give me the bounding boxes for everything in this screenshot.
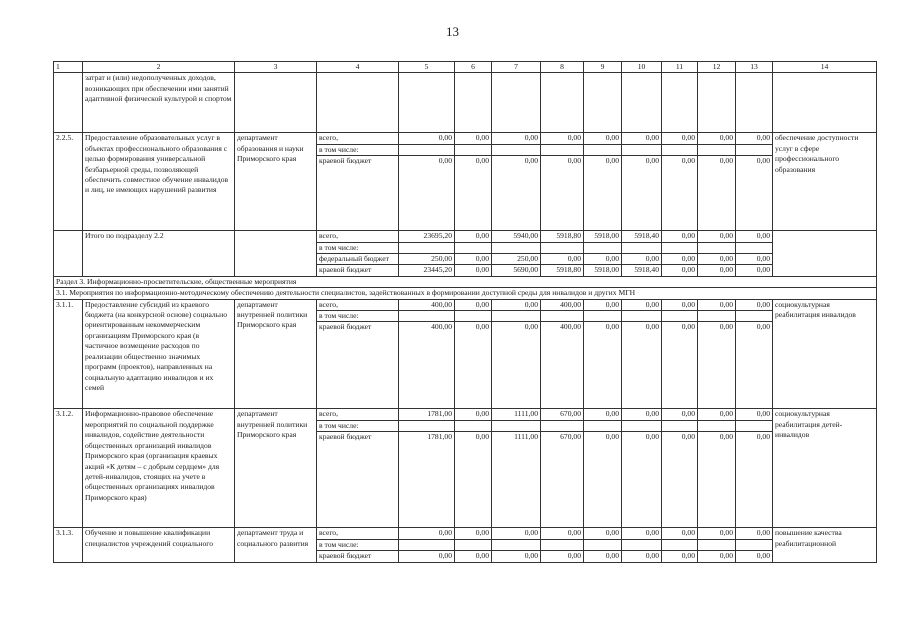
amount-cell: 0,00 [455,322,492,409]
activity-name: Итого по подразделу 2.2 [83,231,235,277]
funding-source: краевой бюджет [317,551,399,562]
expected-result: обеспечение доступности услуг в сфере профессионального образования [773,133,877,231]
amount-cell: 0,00 [622,322,662,409]
amount-cell [662,144,698,155]
amount-cell: 0,00 [662,551,698,562]
column-number: 6 [455,62,492,73]
table-row [54,528,877,539]
amount-cell: 0,00 [736,265,773,276]
amount-cell: 0,00 [455,409,492,420]
amount-cell [584,420,622,431]
amount-cell: 5918,80 [541,231,584,242]
amount-cell: 5690,00 [492,265,541,276]
amount-cell: 5918,00 [584,231,622,242]
amount-cell: 0,00 [698,432,736,528]
amount-cell: 1781,00 [399,409,455,420]
amount-cell: 0,00 [584,432,622,528]
amount-cell: 0,00 [736,133,773,144]
column-number: 8 [541,62,584,73]
column-number-row [54,62,877,73]
amount-cell: 0,00 [455,528,492,539]
amount-cell: 0,00 [736,254,773,265]
amount-cell [662,420,698,431]
funding-source: всего, [317,528,399,539]
amount-cell [455,144,492,155]
table-row [54,299,877,310]
amount-cell: 0,00 [736,551,773,562]
amount-cell: 0,00 [399,551,455,562]
amount-cell [662,311,698,322]
amount-cell: 5940,00 [492,231,541,242]
amount-cell [736,242,773,253]
activity-code [54,231,83,277]
amount-cell [662,242,698,253]
funding-source: федеральный бюджет [317,254,399,265]
amount-cell [541,311,584,322]
activity-name: Предоставление образовательных услуг в объектах профессионального образования с целью формирования универсальной безбарьерной среды, позволяющей обеспечить совместное обучение инвалидов и лиц, не имеющих нарушений развития [83,133,235,231]
amount-cell: 0,00 [492,551,541,562]
amount-cell: 0,00 [698,322,736,409]
amount-cell: 0,00 [662,528,698,539]
amount-cell: 0,00 [622,156,662,231]
amount-cell [736,420,773,431]
column-number: 14 [773,62,877,73]
expected-result: социокультурная реабилитация инвалидов [773,299,877,409]
subsection-title: 3.1. Мероприятия по информационно-методическому обеспечению деятельности специалистов, задействованных в формировании доступной среды для инвалидов и других МГН [54,288,877,299]
responsible-executor: департамент внутренней политики Приморского края [235,299,317,409]
amount-cell [736,539,773,550]
column-number: 9 [584,62,622,73]
amount-cell [455,242,492,253]
activity-code: 3.1.1. [54,299,83,409]
column-number: 1 [54,62,83,73]
amount-cell: 250,00 [399,254,455,265]
amount-cell: 0,00 [698,409,736,420]
amount-cell: 0,00 [492,156,541,231]
amount-cell: 0,00 [662,322,698,409]
amount-cell: 5918,00 [584,265,622,276]
amount-cell [662,539,698,550]
amount-cell: 0,00 [736,156,773,231]
amount-cell [736,144,773,155]
activity-code: 3.1.3. [54,528,83,562]
table-row [54,133,877,144]
funding-source: краевой бюджет [317,322,399,409]
amount-cell: 0,00 [736,322,773,409]
column-number: 10 [622,62,662,73]
activity-name: Информационно-правовое обеспечение мероприятий по социальной поддержке инвалидов, содействие деятельности общественных организаций инвалидов Приморского края (организация краевых акций «К детям – с добрым сердцем» для детей-инвалидов, стоящих на учете в общественных организациях инвалидов Приморского края) [83,409,235,528]
amount-cell [698,539,736,550]
amount-cell [541,420,584,431]
amount-cell: 0,00 [698,551,736,562]
activity-code: 3.1.2. [54,409,83,528]
funding-source: всего, [317,231,399,242]
amount-cell: 0,00 [455,551,492,562]
amount-cell: 0,00 [622,551,662,562]
program-table [53,61,877,563]
amount-cell [622,539,662,550]
table-row [54,73,877,133]
amount-cell: 0,00 [455,254,492,265]
column-number: 12 [698,62,736,73]
responsible-executor [235,231,317,277]
amount-cell: 0,00 [662,254,698,265]
amount-cell: 0,00 [455,265,492,276]
amount-cell: 0,00 [492,528,541,539]
amount-cell: 0,00 [662,409,698,420]
funding-source: всего, [317,133,399,144]
amount-cell: 0,00 [698,133,736,144]
amount-cell [622,311,662,322]
funding-source: всего, [317,409,399,420]
amount-cell [492,420,541,431]
section-row [54,276,877,287]
amount-cell [455,420,492,431]
amount-cell [399,539,455,550]
amount-cell: 0,00 [698,231,736,242]
amount-cell: 250,00 [492,254,541,265]
funding-source: всего, [317,299,399,310]
amount-cell: 0,00 [622,133,662,144]
amount-cell: 1781,00 [399,432,455,528]
amount-cell: 1111,00 [492,432,541,528]
amount-cell [584,242,622,253]
amount-cell: 0,00 [662,231,698,242]
activity-name: Обучение и повышение квалификации специалистов учреждений социального [83,528,235,562]
amount-cell [541,144,584,155]
amount-cell [698,420,736,431]
amount-cell [622,420,662,431]
amount-cell: 0,00 [541,528,584,539]
amount-cell: 0,00 [736,528,773,539]
column-number: 5 [399,62,455,73]
amount-cell [492,144,541,155]
amount-cell: 0,00 [584,409,622,420]
subsection-row [54,288,877,299]
amount-cell: 0,00 [584,299,622,310]
amount-cell: 0,00 [455,133,492,144]
funding-source: краевой бюджет [317,156,399,231]
column-number: 2 [83,62,235,73]
amount-cell [622,144,662,155]
activity-name: Предоставление субсидий из краевого бюджета (на конкурсной основе) социально ориентированным некоммерческим организациям Приморского края (в частичное возмещение расходов по реализации общественно значимых программ (проектов), направленных на социальную адаптацию инвалидов и их семей [83,299,235,409]
amount-cell [698,311,736,322]
activity-code: 2.2.5. [54,133,83,231]
amount-cell: 0,00 [399,156,455,231]
amount-cell [399,242,455,253]
amount-cell [736,311,773,322]
amount-cell: 0,00 [541,133,584,144]
amount-cell [622,242,662,253]
amount-cell: 0,00 [736,409,773,420]
amount-cell [541,242,584,253]
amount-cell: 0,00 [584,551,622,562]
amount-cell: 0,00 [541,156,584,231]
table-row [54,409,877,420]
amount-cell: 23695,20 [399,231,455,242]
amount-cell: 400,00 [399,299,455,310]
amount-cell: 23445,20 [399,265,455,276]
amount-cell [455,311,492,322]
amount-cell: 0,00 [455,432,492,528]
amount-cell [698,242,736,253]
amount-cell: 0,00 [455,231,492,242]
amount-cell [584,539,622,550]
amount-cell: 0,00 [698,156,736,231]
amount-cell: 400,00 [541,299,584,310]
activity-name: затрат и (или) недополученных доходов, возникающих при обеспечении ими занятий адаптивной физической культурой и спортом [83,73,235,133]
responsible-executor: департамент труда и социального развития [235,528,317,562]
responsible-executor: департамент образования и науки Приморского края [235,133,317,231]
column-number: 11 [662,62,698,73]
amount-cell [584,144,622,155]
amount-cell: 0,00 [736,299,773,310]
amount-cell: 0,00 [584,322,622,409]
amount-cell: 0,00 [584,528,622,539]
amount-cell: 0,00 [698,299,736,310]
amount-cell: 0,00 [399,528,455,539]
amount-cell: 1111,00 [492,409,541,420]
amount-cell: 0,00 [736,231,773,242]
amount-cell: 0,00 [662,156,698,231]
expected-result: социокультурная реабилитация детей-инвалидов [773,409,877,528]
funding-source: краевой бюджет [317,432,399,528]
amount-cell: 670,00 [541,409,584,420]
funding-source: краевой бюджет [317,265,399,276]
amount-cell: 0,00 [662,299,698,310]
amount-cell [492,539,541,550]
amount-cell: 0,00 [492,299,541,310]
amount-cell: 0,00 [698,528,736,539]
amount-cell [698,144,736,155]
amount-cell: 0,00 [622,254,662,265]
amount-cell [399,144,455,155]
amount-cell: 0,00 [662,432,698,528]
amount-cell: 0,00 [698,265,736,276]
amount-cell [399,311,455,322]
table-row [54,231,877,242]
expected-result: повышение качества реабилитационной [773,528,877,562]
column-number: 13 [736,62,773,73]
amount-cell: 670,00 [541,432,584,528]
amount-cell: 0,00 [455,299,492,310]
page-number: 13 [446,24,459,39]
amount-cell: 0,00 [399,133,455,144]
amount-cell: 0,00 [662,265,698,276]
amount-cell: 0,00 [492,133,541,144]
amount-cell: 5918,40 [622,265,662,276]
amount-cell: 0,00 [541,254,584,265]
amount-cell: 0,00 [622,528,662,539]
funding-source: в том числе: [317,420,399,431]
amount-cell: 0,00 [584,133,622,144]
funding-source: в том числе: [317,539,399,550]
column-number: 4 [317,62,399,73]
amount-cell: 0,00 [584,156,622,231]
amount-cell: 0,00 [455,156,492,231]
amount-cell [541,539,584,550]
column-number: 3 [235,62,317,73]
amount-cell: 0,00 [492,322,541,409]
amount-cell [455,539,492,550]
amount-cell: 400,00 [541,322,584,409]
expected-result [773,231,877,277]
amount-cell [492,242,541,253]
responsible-executor: департамент внутренней политики Приморского края [235,409,317,528]
funding-source: в том числе: [317,311,399,322]
amount-cell: 0,00 [698,254,736,265]
amount-cell: 0,00 [541,551,584,562]
column-number: 7 [492,62,541,73]
amount-cell: 400,00 [399,322,455,409]
amount-cell: 0,00 [736,432,773,528]
amount-cell: 0,00 [662,133,698,144]
funding-source: в том числе: [317,242,399,253]
amount-cell: 5918,80 [541,265,584,276]
amount-cell [492,311,541,322]
amount-cell: 0,00 [584,254,622,265]
amount-cell: 5918,40 [622,231,662,242]
amount-cell: 0,00 [622,432,662,528]
amount-cell [399,420,455,431]
funding-source: в том числе: [317,144,399,155]
section-title: Раздел 3. Информационно-просветительские, общественные мероприятия [54,276,877,287]
amount-cell [584,311,622,322]
amount-cell: 0,00 [622,409,662,420]
amount-cell: 0,00 [622,299,662,310]
